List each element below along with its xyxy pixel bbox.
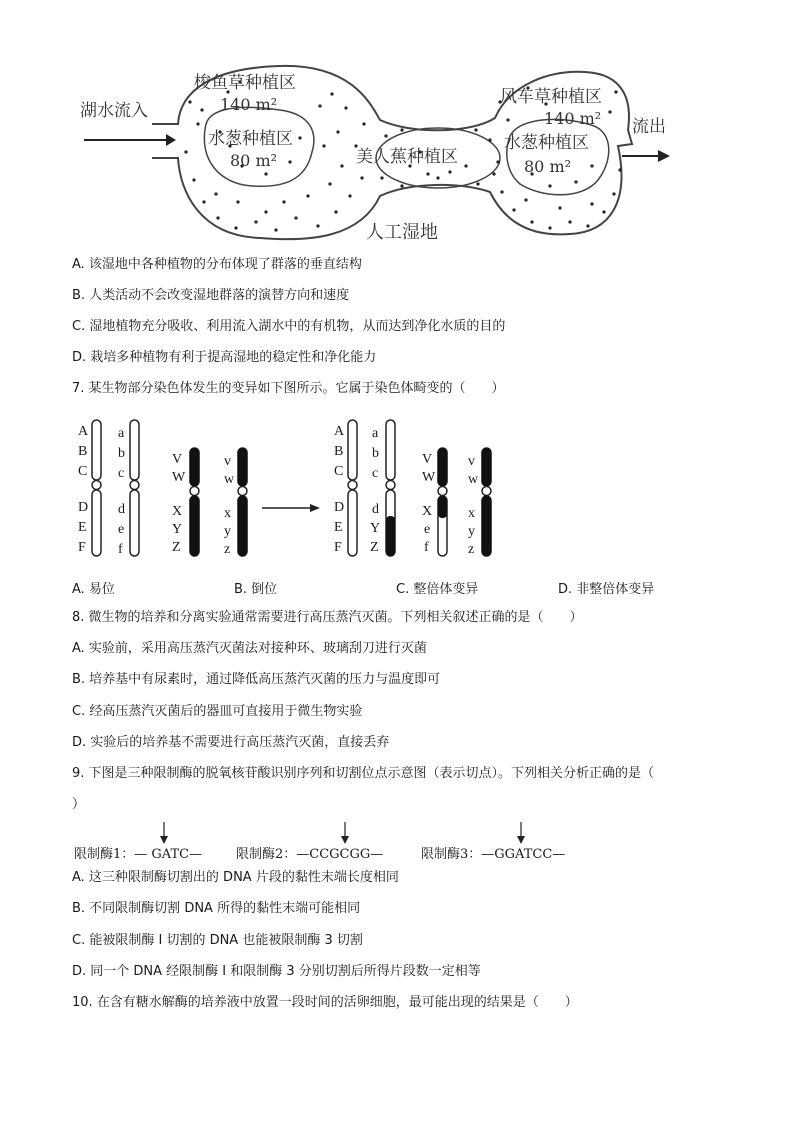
zone-right-inner-area: 80 m² bbox=[524, 157, 572, 176]
zone-right-outer-label: 风车草种植区 bbox=[500, 87, 602, 107]
q9-option-c: C. 能被限制酶 I 切割的 DNA 也能被限制酶 3 切割 bbox=[72, 933, 363, 948]
zone-right-outer-area: 140 m² bbox=[544, 109, 602, 128]
q8-option-d: D. 实验后的培养基不需要进行高压蒸汽灭菌，直接丢弃 bbox=[72, 735, 390, 750]
gene-label: a bbox=[118, 426, 125, 441]
outflow-label: 流出 bbox=[632, 117, 666, 137]
gene-label: c bbox=[118, 466, 125, 481]
gene-label: x bbox=[224, 506, 231, 521]
gene-label: X bbox=[422, 504, 433, 519]
enzyme-2-label: 限制酶2： bbox=[236, 847, 297, 862]
q6-option-a: A. 该湿地中各种植物的分布体现了群落的垂直结构 bbox=[72, 257, 362, 272]
gene-label: B bbox=[78, 444, 88, 459]
zone-left-outer-label: 梭鱼草种植区 bbox=[194, 73, 296, 93]
gene-label: x bbox=[468, 506, 475, 521]
q7-option-d: D. 非整倍体变异 bbox=[558, 582, 655, 597]
enzyme-2-seq: —CCGCGG— bbox=[296, 847, 384, 862]
q7-option-a: A. 易位 bbox=[72, 582, 115, 597]
gene-label: f bbox=[424, 540, 429, 555]
inflow-arrowhead bbox=[166, 134, 176, 146]
gene-label: Z bbox=[172, 540, 181, 555]
gene-label: b bbox=[118, 446, 125, 461]
q8-option-b: B. 培养基中有尿素时，通过降低高压蒸汽灭菌的压力与温度即可 bbox=[72, 672, 441, 687]
q6-option-c: C. 湿地植物充分吸收、利用流入湖水中的有机物，从而达到净化水质的目的 bbox=[72, 319, 506, 334]
q6-option-b: B. 人类活动不会改变湿地群落的演替方向和速度 bbox=[72, 288, 350, 303]
gene-label: z bbox=[224, 542, 231, 557]
zone-left-outer-area: 140 m² bbox=[220, 95, 278, 114]
gene-label: e bbox=[118, 522, 125, 537]
gene-label: C bbox=[78, 464, 88, 479]
gene-label: F bbox=[78, 540, 86, 555]
enzyme-3-label: 限制酶3： bbox=[421, 847, 482, 862]
enzyme-3 bbox=[421, 843, 565, 862]
gene-label: A bbox=[334, 424, 345, 439]
q9-stem-line2: ） bbox=[72, 797, 86, 812]
gene-label: c bbox=[372, 466, 379, 481]
gene-label: Y bbox=[370, 521, 381, 536]
gene-label: E bbox=[78, 520, 87, 535]
outflow-arrowhead bbox=[658, 150, 670, 162]
q7-option-c: C. 整倍体变异 bbox=[396, 582, 479, 597]
gene-label: X bbox=[172, 504, 183, 519]
gene-label: A bbox=[78, 424, 89, 439]
gene-label: E bbox=[334, 520, 343, 535]
wetland-caption: 人工湿地 bbox=[366, 222, 438, 243]
enzyme-3-seq: —GGATCC— bbox=[481, 847, 566, 862]
zone-left-inner-label: 水葱种植区 bbox=[208, 129, 293, 149]
enzyme-1 bbox=[74, 843, 202, 862]
gene-label: y bbox=[224, 524, 231, 539]
gene-label: Z bbox=[370, 540, 379, 555]
q8-stem: 8. 微生物的培养和分离实验通常需要进行高压蒸汽灭菌。下列相关叙述正确的是（ ） bbox=[72, 610, 583, 625]
gene-label: f bbox=[118, 542, 123, 557]
q10-stem: 10. 在含有糖水解酶的培养液中放置一段时间的活卵细胞，最可能出现的结果是（ ） bbox=[72, 995, 578, 1010]
gene-label: w bbox=[468, 472, 479, 487]
gene-label: v bbox=[468, 454, 475, 469]
gene-label: d bbox=[118, 502, 125, 517]
q9-option-b: B. 不同限制酶切割 DNA 所得的黏性末端可能相同 bbox=[72, 901, 361, 916]
gene-label: y bbox=[468, 524, 475, 539]
gene-label: Y bbox=[172, 522, 183, 537]
inflow-label: 湖水流入 bbox=[80, 101, 148, 121]
enzyme-2 bbox=[236, 843, 383, 862]
q9-stem-line1: 9. 下图是三种限制酶的脱氧核苷酸识别序列和切割位点示意图（表示切点）。下列相关分析正确的是（ bbox=[72, 766, 655, 781]
gene-label: F bbox=[334, 540, 342, 555]
q9-option-a: A. 这三种限制酶切割出的 DNA 片段的黏性末端长度相同 bbox=[72, 870, 399, 885]
enzyme-1-label: 限制酶1： bbox=[74, 847, 135, 862]
zone-right-inner-label: 水葱种植区 bbox=[504, 133, 589, 153]
q7-stem: 7. 某生物部分染色体发生的变异如下图所示。它属于染色体畸变的（ ） bbox=[72, 381, 505, 396]
gene-label: D bbox=[334, 500, 345, 515]
gene-label: C bbox=[334, 464, 344, 479]
q8-option-c: C. 经高压蒸汽灭菌后的器皿可直接用于微生物实验 bbox=[72, 704, 363, 719]
q6-option-d: D. 栽培多种植物有利于提高湿地的稳定性和净化能力 bbox=[72, 350, 377, 365]
q8-option-a: A. 实验前，采用高压蒸汽灭菌法对接种环、玻璃刮刀进行灭菌 bbox=[72, 641, 427, 656]
zone-middle-label: 美人蕉种植区 bbox=[356, 147, 458, 167]
chromosome-figure bbox=[72, 418, 512, 560]
gene-label: V bbox=[422, 452, 433, 467]
zone-left-inner-area: 80 m² bbox=[230, 151, 278, 170]
gene-label: d bbox=[372, 502, 379, 517]
q9-option-d: D. 同一个 DNA 经限制酶 I 和限制酶 3 分别切割后所得片段数一定相等 bbox=[72, 964, 481, 979]
enzyme-1-seq: — GATC— bbox=[134, 847, 203, 862]
gene-label: D bbox=[78, 500, 89, 515]
gene-label: B bbox=[334, 444, 344, 459]
wetland-diagram bbox=[80, 62, 680, 252]
gene-label: w bbox=[224, 472, 235, 487]
gene-label: b bbox=[372, 446, 379, 461]
gene-label: W bbox=[422, 470, 436, 485]
gene-label: v bbox=[224, 454, 231, 469]
gene-label: a bbox=[372, 426, 379, 441]
gene-label: z bbox=[468, 542, 475, 557]
gene-label: V bbox=[172, 452, 183, 467]
gene-label: e bbox=[424, 522, 431, 537]
gene-label: W bbox=[172, 470, 186, 485]
chromosome-shapes bbox=[72, 418, 512, 560]
q7-option-b: B. 倒位 bbox=[234, 582, 278, 597]
